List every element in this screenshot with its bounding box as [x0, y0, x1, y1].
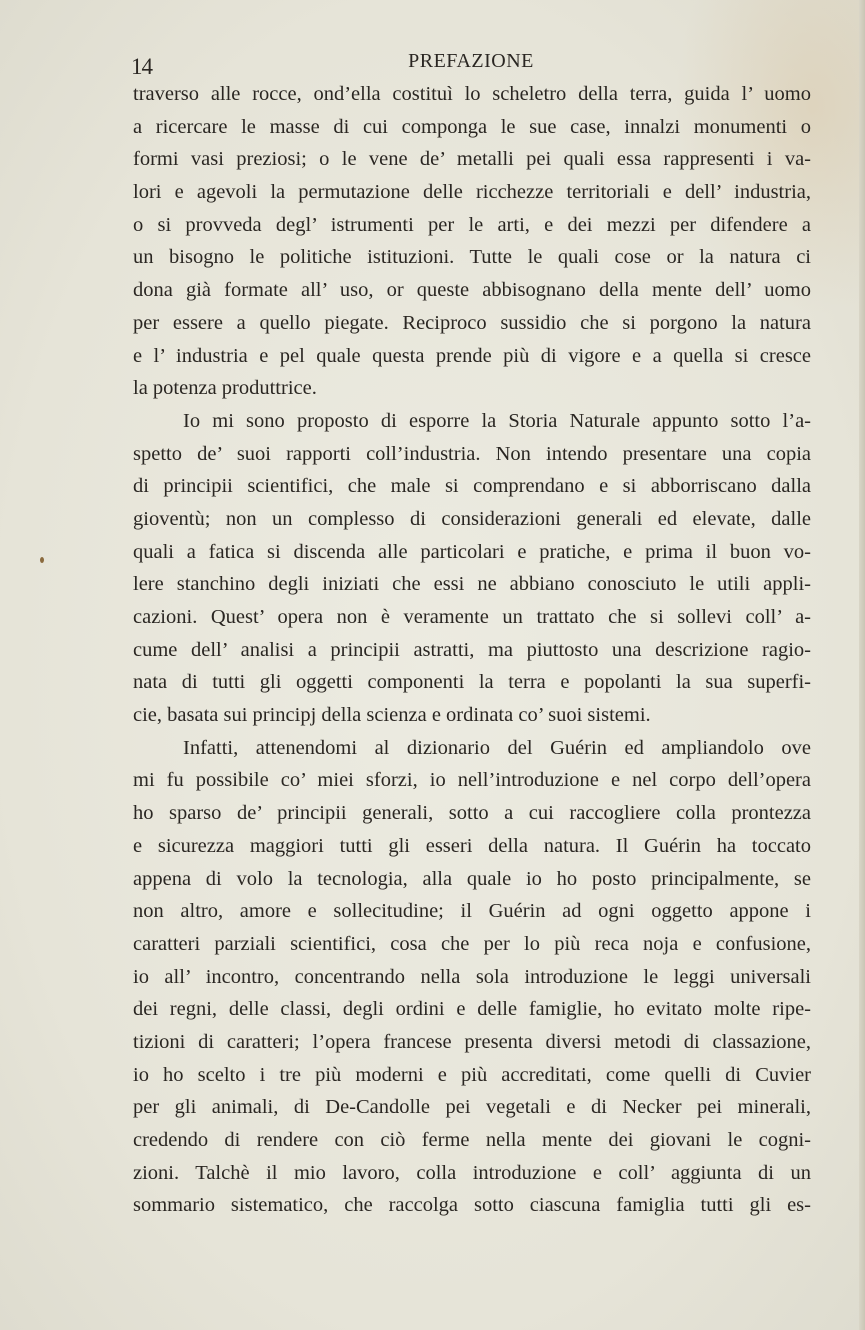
text-line: cazioni. Quest’ opera non è veramente un trattato che si sollevi coll’ a-: [133, 606, 811, 628]
text-line: quali a fatica si discenda alle particolari e pratiche, e prima il buon vo-: [133, 540, 811, 563]
text-line: caratteri parziali scientifici, cosa che per lo più reca noja e confusione,: [133, 932, 811, 955]
text-line: lori e agevoli la permutazione delle ricchezze territoriali e dell’ industria,: [133, 181, 811, 204]
paper-blemish: [40, 557, 44, 563]
text-line: e l’ industria e pel quale questa prende più di vigore e a quella si cresce: [133, 344, 811, 367]
text-line: zioni. Talchè il mio lavoro, colla introduzione e coll’ aggiunta di un: [133, 1161, 811, 1184]
text-line: Infatti, attenendomi al dizionario del Guérin ed ampliandolo ove: [183, 736, 811, 759]
text-line: cie, basata sui principj della scienza e ordinata co’ suoi sistemi.: [133, 704, 651, 727]
text-line: Io mi sono proposto di esporre la Storia Naturale appunto sotto l’a-: [183, 409, 811, 432]
body-text: [133, 78, 811, 1222]
text-line: appena di volo la tecnologia, alla quale io ho posto principalmente, se: [133, 867, 811, 890]
page-number: 14: [131, 54, 152, 79]
page-edge: [859, 0, 865, 1330]
text-line: o si provveda degl’ istrumenti per le arti, e dei mezzi per difendere a: [133, 213, 811, 236]
text-line: spetto de’ suoi rapporti coll’industria. Non intendo presentare una copia: [133, 442, 811, 465]
text-line: credendo di rendere con ciò ferme nella mente dei giovani le cogni-: [133, 1129, 811, 1151]
text-line: ho sparso de’ principii generali, sotto a cui raccogliere colla prontezza: [133, 802, 811, 825]
page-header: [131, 50, 811, 80]
text-line: di principii scientifici, che male si comprendano e si abborriscano dalla: [133, 475, 811, 498]
running-head: PREFAZIONE: [408, 50, 534, 72]
text-line: nata di tutti gli oggetti componenti la terra e popolanti la sua superfi-: [133, 671, 811, 694]
text-line: io ho scelto i tre più moderni e più accreditati, come quelli di Cuvier: [133, 1063, 811, 1086]
text-line: la potenza produttrice.: [133, 377, 317, 400]
text-line: sommario sistematico, che raccolga sotto ciascuna famiglia tutti gli es-: [133, 1194, 811, 1217]
text-line: a ricercare le masse di cui componga le sue case, innalzi monumenti o: [133, 115, 811, 138]
text-line: gioventù; non un complesso di considerazioni generali ed elevate, dalle: [133, 507, 811, 530]
text-line: mi fu possibile co’ miei sforzi, io nell’introduzione e nel corpo dell’opera: [133, 769, 811, 792]
text-line: per essere a quello piegate. Reciproco sussidio che si porgono la natura: [133, 311, 811, 334]
text-line: non altro, amore e sollecitudine; il Guérin ad ogni oggetto appone i: [133, 900, 811, 923]
text-line: traverso alle rocce, ond’ella costituì lo scheletro della terra, guida l’ uomo: [133, 83, 811, 105]
text-line: cume dell’ analisi a principii astratti, ma piuttosto una descrizione ragio-: [133, 638, 811, 661]
text-line: per gli animali, di De-Candolle pei vegetali e di Necker pei minerali,: [133, 1096, 811, 1119]
text-line: io all’ incontro, concentrando nella sola introduzione le leggi universali: [133, 965, 811, 988]
text-line: dei regni, delle classi, degli ordini e delle famiglie, ho evitato molte ripe-: [133, 998, 811, 1021]
text-line: formi vasi preziosi; o le vene de’ metalli pei quali essa rappresenti i va-: [133, 148, 811, 171]
text-line: dona già formate all’ uso, or queste abbisognano della mente dell’ uomo: [133, 279, 811, 302]
text-line: un bisogno le politiche istituzioni. Tutte le quali cose or la natura ci: [133, 246, 811, 269]
text-line: lere stanchino degli iniziati che essi ne abbiano conosciuto le utili appli-: [133, 573, 811, 596]
text-line: e sicurezza maggiori tutti gli esseri della natura. Il Guérin ha toccato: [133, 834, 811, 857]
text-line: tizioni di caratteri; l’opera francese presenta diversi metodi di classazione,: [133, 1030, 811, 1053]
